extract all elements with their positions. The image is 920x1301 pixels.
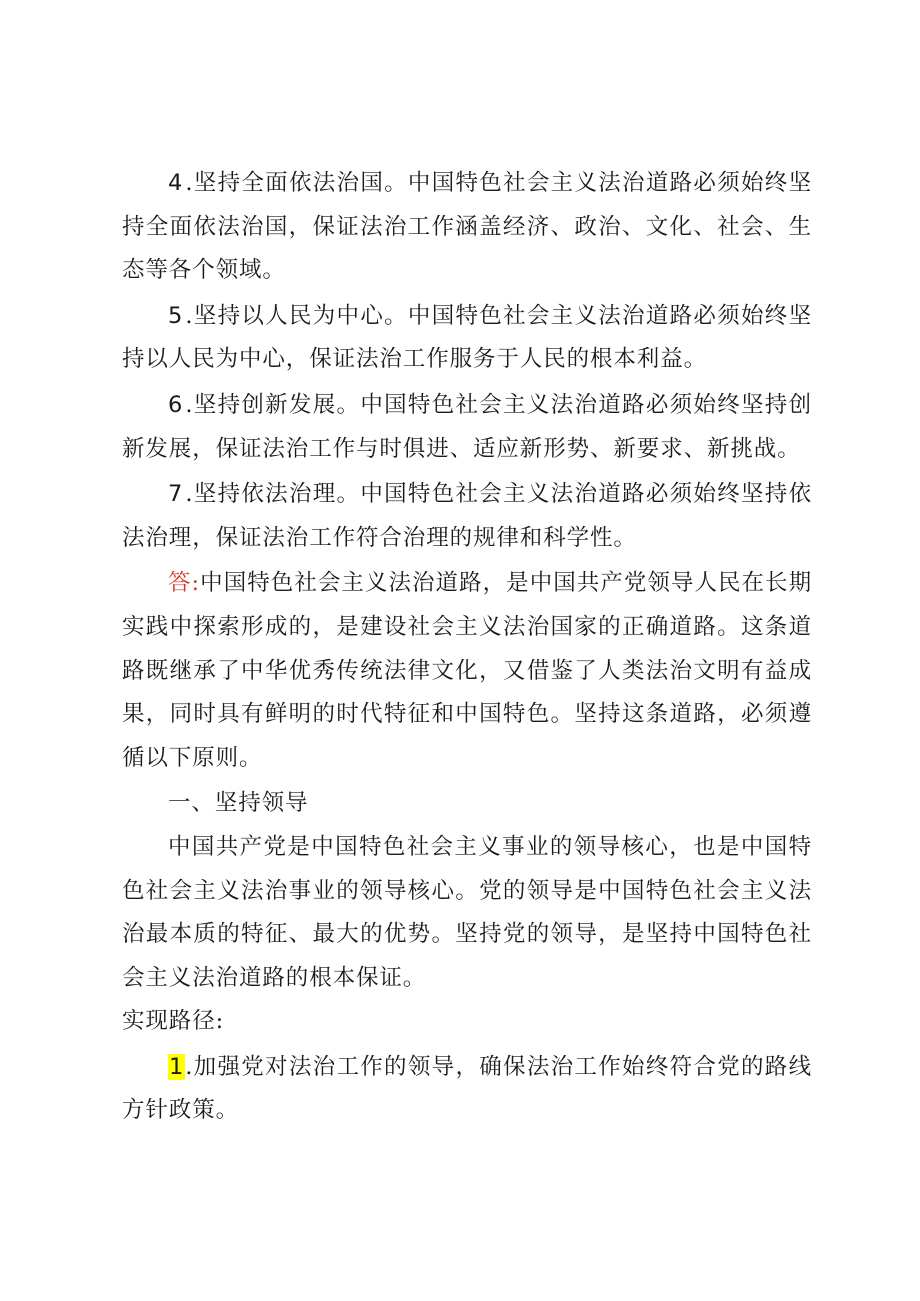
highlighted-number: 1 — [169, 1053, 185, 1080]
list-item-4 — [122, 162, 812, 293]
path-item-text: .加强党对法治工作的领导，确保法治工作始终符合党的路线方针政策。 — [122, 1053, 812, 1124]
item-number: 6 — [168, 391, 186, 418]
item-separator: . — [185, 170, 194, 196]
item-text: 坚持以人民为中心。中国特色社会主义法治道路必须始终坚持以人民为中心，保证法治工作服务于人民的根本利益。 — [122, 302, 812, 373]
item-number: 5 — [168, 302, 186, 329]
item-text: 坚持全面依法治国。中国特色社会主义法治道路必须始终坚持全面依法治国，保证法治工作涵盖经济、政治、文化、社会、生态等各个领域。 — [122, 170, 812, 284]
item-text: 坚持创新发展。中国特色社会主义法治道路必须始终坚持创新发展，保证法治工作与时俱进、适应新形势、新要求、新挑战。 — [122, 391, 812, 462]
item-separator: . — [185, 302, 194, 329]
section-body: 中国共产党是中国特色社会主义事业的领导核心，也是中国特色社会主义法治事业的领导核心。党的领导是中国特色社会主义法治最本质的特征、最大的优势。坚持党的领导，是坚持中国特色社会主义法治道路的根本保证。 — [122, 833, 812, 991]
list-item-6 — [122, 384, 812, 471]
list-item-5 — [122, 295, 812, 382]
answer-label: 答: — [168, 570, 201, 597]
answer-paragraph — [122, 562, 812, 780]
path-item-1 — [122, 1046, 812, 1133]
section-heading: 一、坚持领导 — [168, 790, 309, 817]
document-content — [122, 162, 812, 1133]
answer-text: 中国特色社会主义法治道路，是中国共产党领导人民在长期实践中探索形成的，是建设社会主义法治国家的正确道路。这条道路既继承了中华优秀传统法律文化，又借鉴了人类法治文明有益成果，同时具有鲜明的时代特征和中国特色。坚持这条道路，必须遵循以下原则。 — [122, 570, 812, 771]
list-item-7 — [122, 473, 812, 560]
path-label: 实现路径: — [122, 1008, 225, 1035]
item-separator: . — [185, 391, 194, 418]
item-text: 坚持依法治理。中国特色社会主义法治道路必须始终坚持依法治理，保证法治工作符合治理的规律和科学性。 — [122, 481, 812, 551]
item-number: 4 — [168, 170, 186, 196]
item-number: 7 — [168, 481, 186, 508]
item-separator: . — [185, 481, 194, 508]
